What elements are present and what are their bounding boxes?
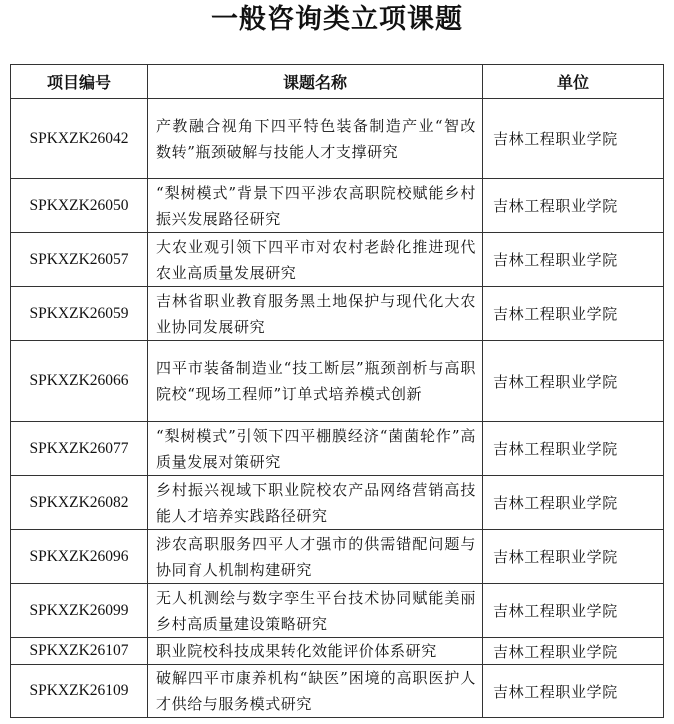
project-unit: 吉林工程职业学院 <box>483 638 664 665</box>
project-unit: 吉林工程职业学院 <box>483 476 664 530</box>
project-code: SPKXZK26050 <box>11 179 148 233</box>
project-name: 乡村振兴视域下职业院校农产品网络营销高技能人才培养实践路径研究 <box>148 476 483 530</box>
table-row <box>11 476 664 530</box>
table-row <box>11 422 664 476</box>
project-name: 吉林省职业教育服务黑土地保护与现代化大农业协同发展研究 <box>148 287 483 341</box>
project-code: SPKXZK26057 <box>11 233 148 287</box>
project-code: SPKXZK26077 <box>11 422 148 476</box>
project-unit: 吉林工程职业学院 <box>483 287 664 341</box>
header-project-code: 项目编号 <box>11 65 148 99</box>
project-name: 四平市装备制造业“技工断层”瓶颈剖析与高职院校“现场工程师”订单式培养模式创新 <box>148 341 483 422</box>
header-project-name: 课题名称 <box>148 65 483 99</box>
project-code: SPKXZK26096 <box>11 530 148 584</box>
project-name: 产教融合视角下四平特色装备制造产业“智改数转”瓶颈破解与技能人才支撑研究 <box>148 99 483 179</box>
project-unit: 吉林工程职业学院 <box>483 665 664 718</box>
project-unit: 吉林工程职业学院 <box>483 422 664 476</box>
projects-table <box>10 64 664 718</box>
project-code: SPKXZK26066 <box>11 341 148 422</box>
table-row <box>11 179 664 233</box>
project-unit: 吉林工程职业学院 <box>483 584 664 638</box>
header-unit: 单位 <box>483 65 664 99</box>
project-name: 涉农高职服务四平人才强市的供需错配问题与协同育人机制构建研究 <box>148 530 483 584</box>
table-row <box>11 287 664 341</box>
project-unit: 吉林工程职业学院 <box>483 530 664 584</box>
table-row <box>11 530 664 584</box>
project-code: SPKXZK26059 <box>11 287 148 341</box>
table-row <box>11 638 664 665</box>
table-header-row <box>11 65 664 99</box>
table-row <box>11 341 664 422</box>
project-code: SPKXZK26082 <box>11 476 148 530</box>
project-unit: 吉林工程职业学院 <box>483 179 664 233</box>
project-code: SPKXZK26109 <box>11 665 148 718</box>
table-row <box>11 233 664 287</box>
project-name: 职业院校科技成果转化效能评价体系研究 <box>148 638 483 665</box>
page-title: 一般咨询类立项课题 <box>211 4 463 35</box>
project-code: SPKXZK26099 <box>11 584 148 638</box>
table-row <box>11 665 664 718</box>
project-code: SPKXZK26042 <box>11 99 148 179</box>
project-unit: 吉林工程职业学院 <box>483 233 664 287</box>
project-unit: 吉林工程职业学院 <box>483 341 664 422</box>
project-code: SPKXZK26107 <box>11 638 148 665</box>
table-row <box>11 99 664 179</box>
project-name: 无人机测绘与数字孪生平台技术协同赋能美丽乡村高质量建设策略研究 <box>148 584 483 638</box>
table-row <box>11 584 664 638</box>
project-name: 大农业观引领下四平市对农村老龄化推进现代农业高质量发展研究 <box>148 233 483 287</box>
project-name: “梨树模式”背景下四平涉农高职院校赋能乡村振兴发展路径研究 <box>148 179 483 233</box>
project-unit: 吉林工程职业学院 <box>483 99 664 179</box>
project-name: 破解四平市康养机构“缺医”困境的高职医护人才供给与服务模式研究 <box>148 665 483 718</box>
project-name: “梨树模式”引领下四平棚膜经济“菌菌轮作”高质量发展对策研究 <box>148 422 483 476</box>
